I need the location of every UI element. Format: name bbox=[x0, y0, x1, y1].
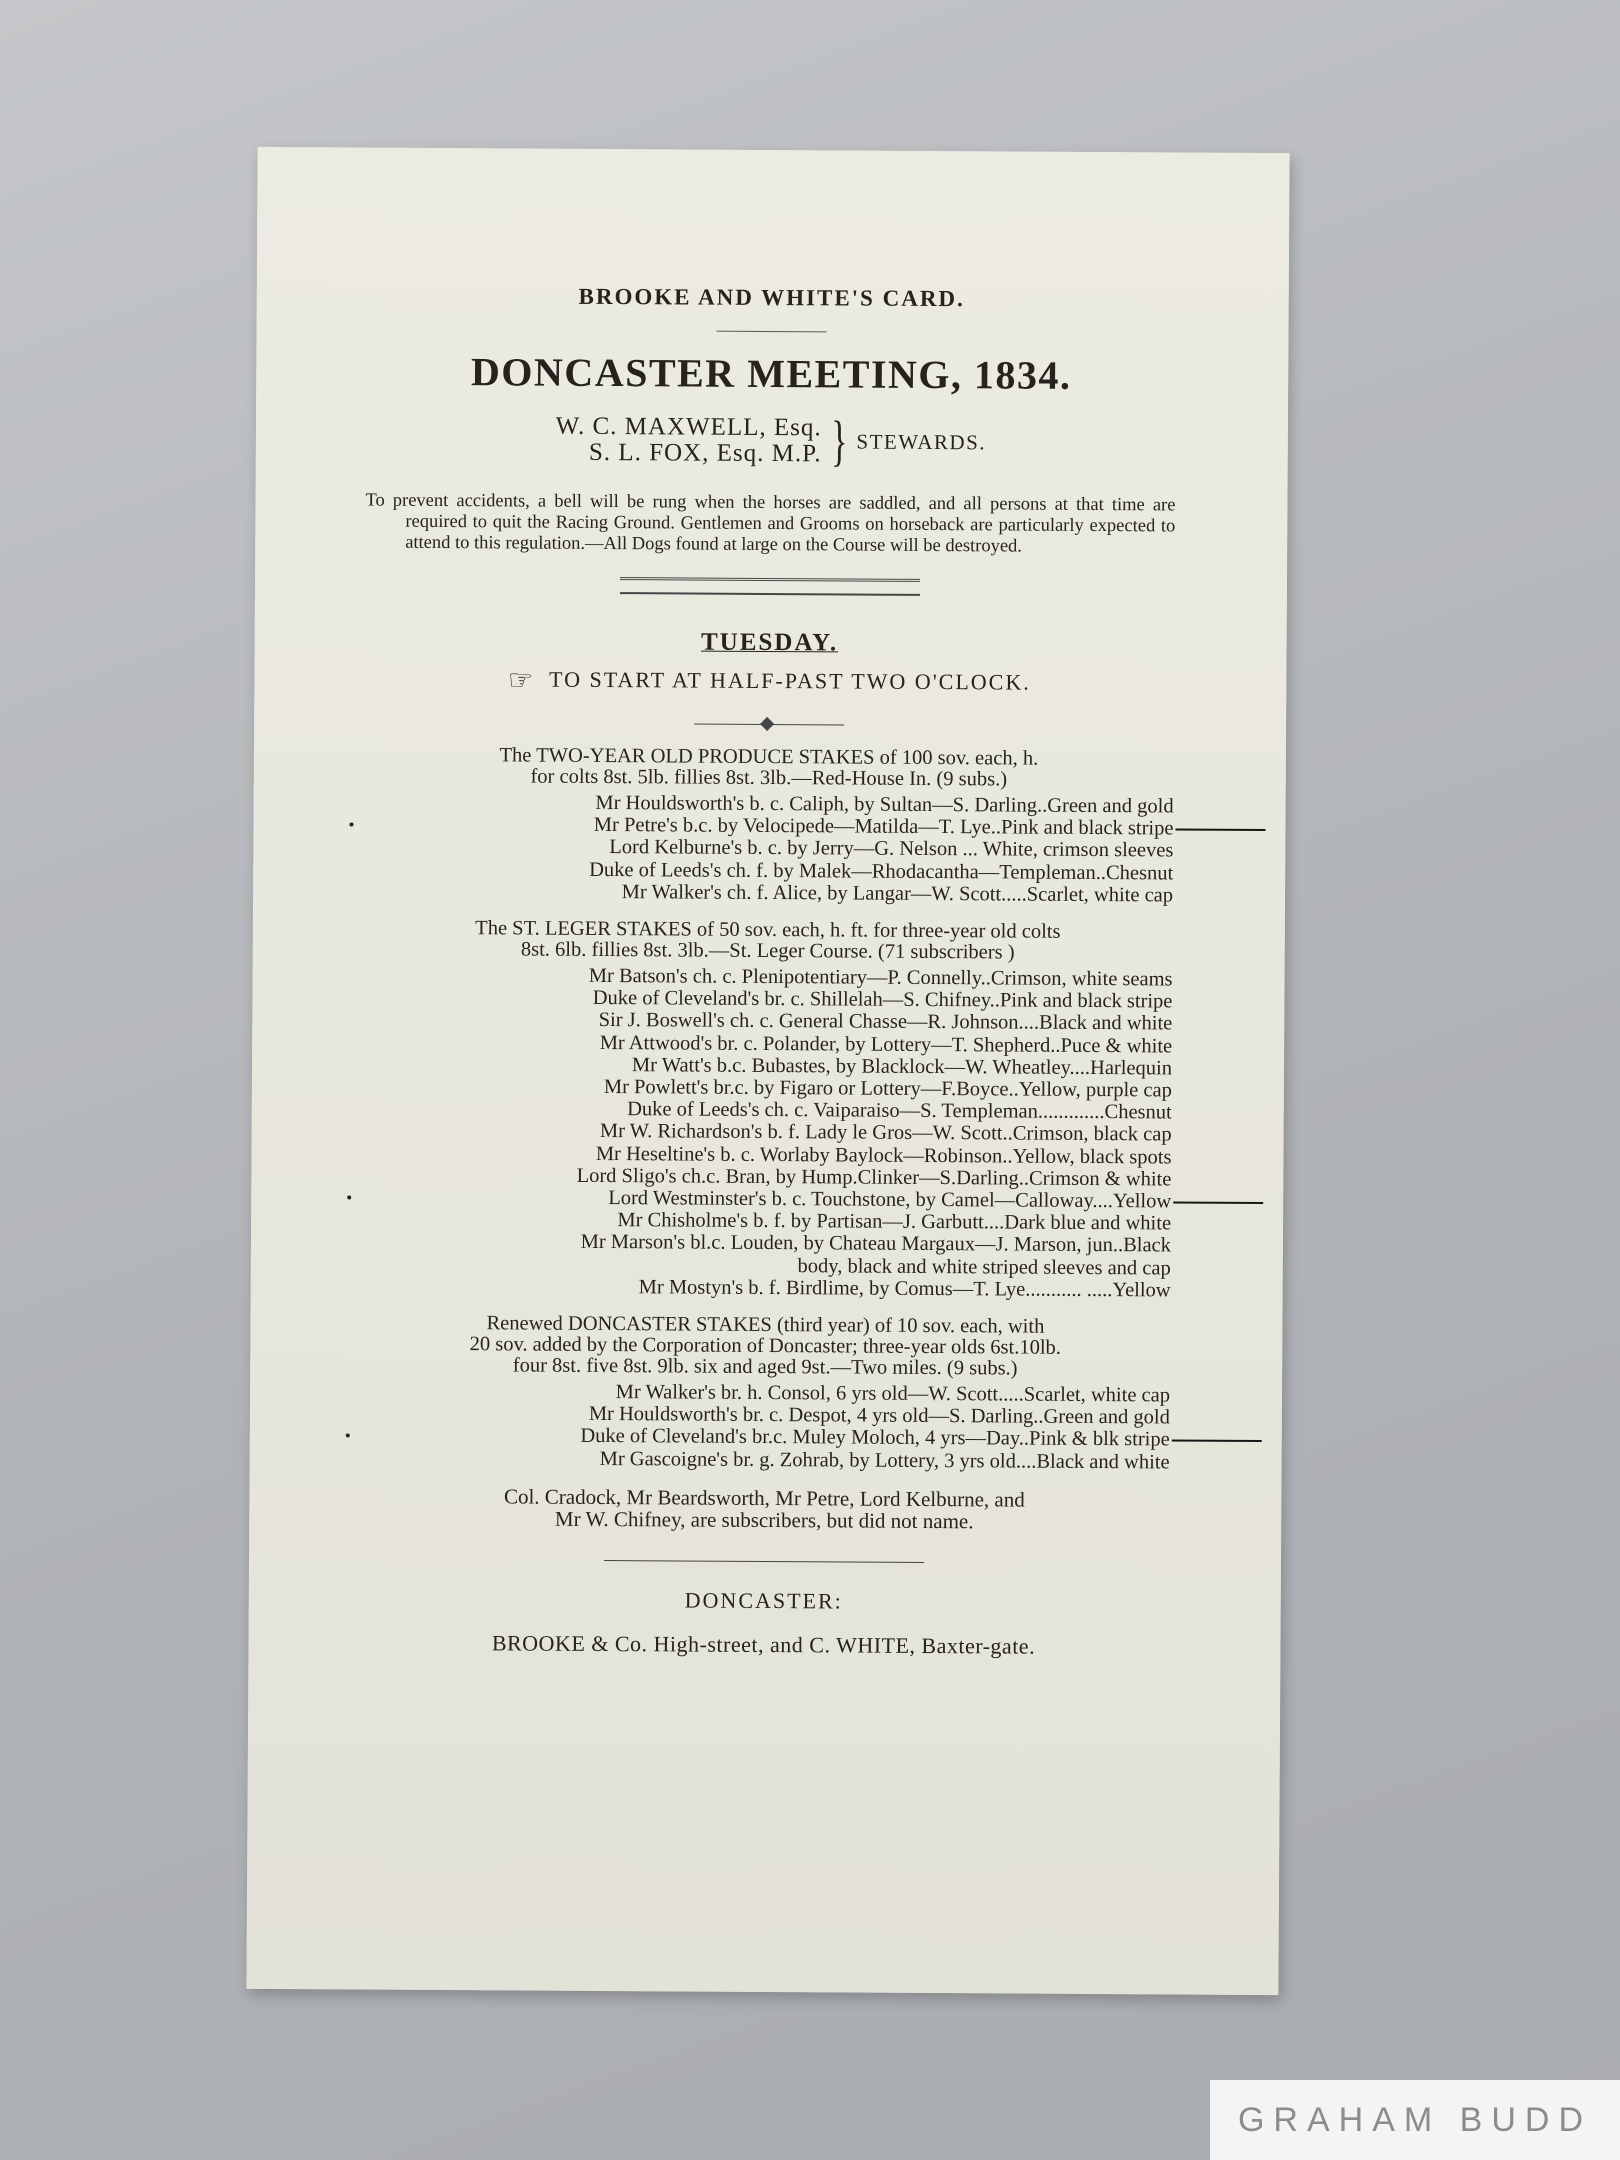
divider bbox=[717, 331, 827, 333]
entry-line: Mr Powlett's br.c. by Figaro or Lottery—F.Boyce..Yellow, purple cap bbox=[603, 1076, 1172, 1102]
entry-line: Mr Watt's b.c. Bubastes, by Blacklock—W. Wheatley....Harlequin bbox=[631, 1053, 1173, 1080]
entry-line: Mr Mostyn's b. f. Birdlime, by Comus—T. Lye........... .....Yellow bbox=[638, 1276, 1171, 1302]
subscribers-note-line: Mr W. Chifney, are subscribers, but did not name. bbox=[554, 1506, 974, 1534]
ornament-divider bbox=[694, 719, 844, 730]
stewards-block bbox=[366, 410, 1176, 473]
subscribers-note-line: Col. Cradock, Mr Beardsworth, Mr Petre, Lord Kelburne, and bbox=[503, 1484, 1025, 1512]
race-heading bbox=[363, 918, 1173, 965]
race-heading-line: four 8st. five 8st. 9lb. six and aged 9st.—Two miles. (9 subs.) bbox=[512, 1354, 1018, 1380]
printer-names: BROOKE & Co. High-street, and C. WHITE, Baxter-gate. bbox=[491, 1630, 1036, 1659]
race-section bbox=[363, 745, 1174, 907]
entry-line: Mr Heseltine's b. c. Worlaby Baylock—Robinson..Yellow, black spots bbox=[595, 1142, 1172, 1169]
entry-line-marked: Mr Petre's b.c. by Velocipede—Matilda—T. Lye..Pink and black stripe bbox=[363, 813, 1173, 840]
entry-line: Mr Chisholme's b. f. by Partisan—J. Garbutt....Dark blue and white bbox=[617, 1209, 1172, 1235]
race-section bbox=[360, 1313, 1171, 1474]
entry-line: Sir J. Boswell's ch. c. General Chasse—R. Johnson....Black and white bbox=[598, 1009, 1173, 1035]
entry-line: body, black and white striped sleeves and cap bbox=[797, 1254, 1171, 1280]
race-heading-line: 20 sov. added by the Corporation of Doncaster; three-year olds 6st.10lb. bbox=[469, 1333, 1062, 1359]
subscribers-note bbox=[359, 1484, 1169, 1533]
race-heading-line: 8st. 6lb. fillies 8st. 3lb.—St. Leger Course. (71 subscribers ) bbox=[520, 938, 1015, 964]
races-list bbox=[360, 745, 1174, 1474]
entry-line: Duke of Cleveland's br. c. Shillelah—S. Chifney..Pink and black stripe bbox=[592, 987, 1173, 1013]
day-heading: TUESDAY. bbox=[700, 628, 839, 657]
entry-line-marked: Duke of Cleveland's br.c. Muley Moloch, 4 yrs—Day..Pink & blk stripe bbox=[360, 1424, 1170, 1451]
race-heading bbox=[364, 745, 1174, 792]
steward-name: W. C. MAXWELL, Esq. bbox=[555, 412, 822, 442]
race-heading-line: Renewed DONCASTER STAKES (third year) of 10 sov. each, with bbox=[486, 1312, 1045, 1338]
race-heading-line: for colts 8st. 5lb. fillies 8st. 3lb.—Red-House In. (9 subs.) bbox=[530, 765, 1008, 791]
entry-list bbox=[363, 791, 1174, 907]
steward-name: S. L. FOX, Esq. M.P. bbox=[588, 438, 822, 468]
entry-line: Mr Walker's ch. f. Alice, by Langar—W. Scott.....Scarlet, white cap bbox=[621, 880, 1174, 907]
entry-line: Mr Houldsworth's b. c. Caliph, by Sultan—S. Darling..Green and gold bbox=[595, 791, 1174, 818]
notice-text: To prevent accidents, a bell will be rung when the horses are saddled, and all persons at that time are required to quit the Racing Ground. Gentlemen and Grooms on horseback are particularly expected to attend to this regulation.—All Dogs found at large on the Course will be destroyed. bbox=[365, 490, 1176, 557]
entry-line: Lord Kelburne's b. c. by Jerry—G. Nelson ... White, crimson sleeves bbox=[609, 836, 1174, 862]
stewards-label: STEWARDS. bbox=[856, 429, 987, 454]
entry-line: Duke of Leeds's ch. c. Vaiparaiso—S. Templeman.............Chesnut bbox=[627, 1098, 1172, 1124]
race-heading bbox=[360, 1313, 1170, 1381]
card-title: BROOKE AND WHITE'S CARD. bbox=[578, 283, 965, 312]
race-heading-line: The ST. LEGER STAKES of 50 sov. each, h. ft. for three-year old colts bbox=[475, 917, 1061, 943]
race-section bbox=[361, 918, 1173, 1302]
entry-line: Mr Attwood's br. c. Polander, by Lottery—T. Shepherd..Puce & white bbox=[599, 1031, 1173, 1058]
race-heading-line: The TWO-YEAR OLD PRODUCE STAKES of 100 sov. each, h. bbox=[499, 744, 1039, 770]
pointing-hand-icon: ☞ bbox=[507, 665, 536, 697]
entry-line: Duke of Leeds's ch. f. by Malek—Rhodacantha—Templeman..Chesnut bbox=[589, 858, 1174, 885]
start-time bbox=[364, 663, 1174, 702]
entry-line: Lord Sligo's ch.c. Bran, by Hump.Clinker—S.Darling..Crimson & white bbox=[576, 1164, 1172, 1191]
entry-line: Mr Gascoigne's br. g. Zohrab, by Lottery, 3 yrs old....Black and white bbox=[599, 1447, 1170, 1474]
entry-line: Mr Marson's bl.c. Louden, by Chateau Margaux—J. Marson, jun..Black bbox=[580, 1231, 1172, 1257]
entry-list bbox=[361, 964, 1173, 1302]
race-card-content bbox=[357, 283, 1177, 1908]
entry-list bbox=[360, 1380, 1171, 1474]
brace-glyph: } bbox=[830, 410, 848, 473]
entry-line: Mr Batson's ch. c. Plenipotentiary—P. Connelly..Crimson, white seams bbox=[588, 964, 1173, 991]
entry-line: Mr Houldsworth's br. c. Despot, 4 yrs old—S. Darling..Green and gold bbox=[588, 1403, 1170, 1429]
race-card bbox=[246, 147, 1289, 1995]
printer-place: DONCASTER: bbox=[684, 1587, 843, 1614]
start-time-text: TO START AT HALF-PAST TWO O'CLOCK. bbox=[549, 666, 1031, 695]
entry-line: Mr Walker's br. h. Consol, 6 yrs old—W. Scott.....Scarlet, white cap bbox=[615, 1381, 1171, 1407]
entry-line-marked: Lord Westminster's b. c. Touchstone, by Camel—Calloway....Yellow bbox=[361, 1186, 1171, 1213]
meeting-title: DONCASTER MEETING, 1834. bbox=[470, 349, 1072, 398]
divider bbox=[604, 1560, 924, 1563]
watermark: GRAHAM BUDD bbox=[1210, 2080, 1620, 2160]
entry-line: Mr W. Richardson's b. f. Lady le Gros—W. Scott..Crimson, black cap bbox=[599, 1120, 1172, 1146]
double-divider bbox=[620, 577, 920, 596]
stewards-names bbox=[555, 414, 821, 468]
